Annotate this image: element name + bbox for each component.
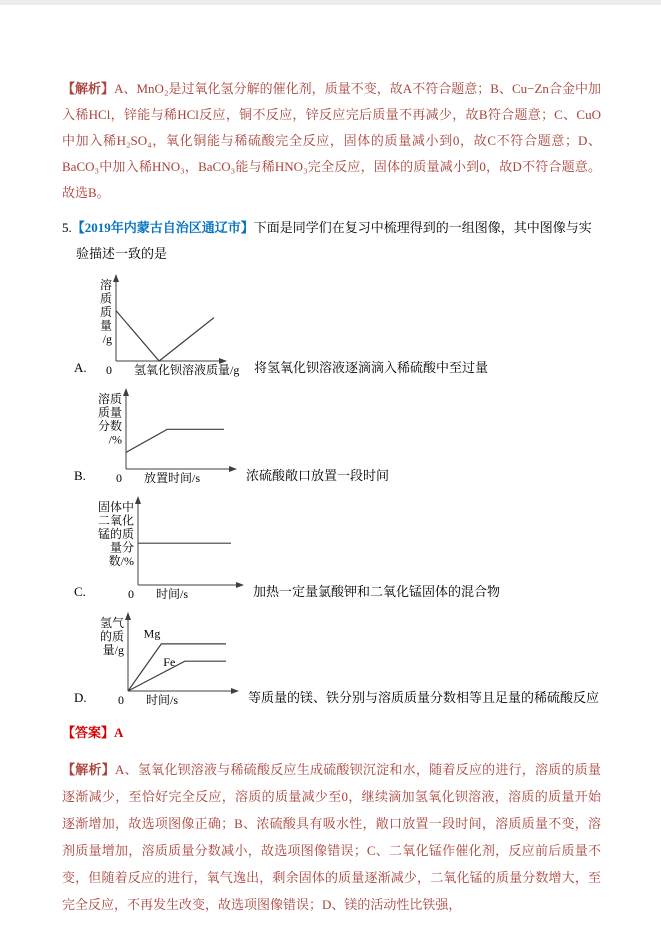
- analysis-bottom-paragraph: [62, 756, 601, 918]
- series-line-option-B: [126, 429, 224, 452]
- analysis-bottom-text: A、氢氧化钡溶液与稀硫酸反应生成硫酸钡沉淀和水，随着反应的进行，溶质的质量逐渐减少，至恰好完全反应，溶质的质量减少至0，继续滴加氢氧化钡溶液，溶质的质量开始逐渐增加，故选项图像正确；B、浓硫酸具有吸水性，敞口放置一段时间，溶质质量不变，溶剂质量增加，溶质质量分数减小，故选项图像错误；C、二氧化锰作催化剂，反应前后质量不变，但随着反应的进行，氧气逸出，剩余固体的质量逐渐减少，二氧化锰的质量分数增大，至完全反应，不再发生改变，故选项图像错误；D、镁的活动性比铁强，: [62, 762, 601, 912]
- question-line: [62, 215, 601, 267]
- y-axis-label-line: 质: [99, 291, 112, 306]
- option-chart-A: [96, 273, 250, 378]
- analysis-top-text: A、MnO₂是过氧化氢分解的催化剂，质量不变，故A不符合题意；B、Cu−Zn合金中加入稀HCl，锌能与稀HCl反应，铜不反应，锌反应完后质量不再减少，故B符合题意；C、CuO中加入稀H₂SO₄，氧化铜能与稀硫酸完全反应，固体的质量减小到0，故C不符合题意；D、BaCO₃中加入稀HNO₃，BaCO₃能与稀HNO₃完全反应，固体的质量减小到0，故D不符合题意。故选B。: [62, 81, 601, 200]
- option-chart-wrap-a: [96, 273, 250, 378]
- option-chart-wrap-d: [96, 611, 244, 708]
- option-caption-b: 浓硫酸敞口放置一段时间: [246, 468, 390, 483]
- y-axis-label-line: 二氧化: [97, 513, 134, 528]
- origin-label: 0: [118, 693, 124, 707]
- option-chart-D: [96, 611, 244, 708]
- y-axis-arrow-icon: [125, 612, 131, 620]
- y-axis-label-line: 量/g: [102, 643, 124, 657]
- analysis-top-paragraph: [62, 76, 601, 206]
- series-label: Fe: [163, 655, 176, 670]
- origin-label: 0: [106, 363, 112, 377]
- y-axis-arrow-icon: [123, 388, 129, 396]
- series-line-option-A: [116, 311, 214, 361]
- x-axis-label: 时间/s: [146, 693, 179, 707]
- y-axis-label-line: 质: [99, 305, 112, 319]
- x-axis-label: 放置时间/s: [144, 471, 201, 485]
- analysis-bottom-label: 【解析】: [62, 762, 115, 777]
- option-row-d: [74, 611, 601, 708]
- option-row-a: [74, 273, 601, 378]
- y-axis-label-line: 溶质: [97, 392, 122, 406]
- x-axis-label: 氢氧化钡溶液质量/g: [134, 363, 240, 377]
- y-axis-label-line: 量分: [109, 540, 134, 555]
- option-chart-wrap-c: [96, 495, 249, 602]
- option-chart-wrap-b: [96, 387, 242, 486]
- y-axis-label-line: 分数: [97, 419, 122, 433]
- y-axis-label-line: 溶: [99, 278, 112, 292]
- x-axis-arrow-icon: [229, 466, 237, 472]
- series-label: Mg: [143, 626, 161, 641]
- y-axis-label-line: 量: [99, 318, 112, 333]
- y-axis-arrow-icon: [135, 496, 141, 504]
- option-row-c: [74, 495, 601, 602]
- question-text: 下面是同学们在复习中梳理得到的一组图像，其中图像与实验描述一致的是: [76, 220, 592, 261]
- x-axis-arrow-icon: [236, 582, 244, 588]
- option-letter-d: D.: [74, 690, 87, 705]
- page-top-edge: [0, 0, 661, 5]
- y-axis-label-line: /g: [102, 332, 112, 346]
- x-axis-label: 时间/s: [156, 587, 189, 601]
- option-letter-a: A.: [74, 360, 87, 375]
- option-letter-b: B.: [74, 468, 86, 483]
- option-row-b: [74, 387, 601, 486]
- answer-label: 【答案】: [62, 725, 115, 740]
- y-axis-arrow-icon: [113, 274, 119, 282]
- y-axis-label-line: /%: [108, 432, 122, 447]
- analysis-top-label: 【解析】: [62, 81, 115, 96]
- y-axis-label-line: 数/%: [108, 554, 134, 568]
- series-line-Fe: [128, 661, 226, 691]
- options-list: [74, 273, 601, 708]
- y-axis-label-line: 氢气: [99, 616, 124, 630]
- question-number: 5.: [62, 220, 72, 235]
- x-axis-arrow-icon: [231, 688, 239, 694]
- y-axis-label-line: 锰的质: [97, 527, 134, 541]
- y-axis-label-line: 固体中: [97, 500, 134, 514]
- option-caption-a: 将氢氧化钡溶液逐滴滴入稀硫酸中至过量: [254, 360, 489, 375]
- answer-value: A: [114, 725, 124, 740]
- answer-line: [62, 720, 601, 746]
- option-caption-c: 加热一定量氯酸钾和二氧化锰固体的混合物: [253, 584, 501, 599]
- option-chart-C: [96, 495, 249, 602]
- option-chart-B: [96, 387, 242, 486]
- y-axis-label-line: 质量: [97, 405, 122, 420]
- option-letter-c: C.: [74, 584, 86, 599]
- y-axis-label-line: 的质: [99, 629, 124, 644]
- origin-label: 0: [116, 471, 122, 485]
- option-caption-d: 等质量的镁、铁分别与溶质质量分数相等且足量的稀硫酸反应: [248, 690, 600, 705]
- origin-label: 0: [128, 587, 134, 601]
- question-source: 【2019年内蒙古自治区通辽市】: [71, 220, 254, 235]
